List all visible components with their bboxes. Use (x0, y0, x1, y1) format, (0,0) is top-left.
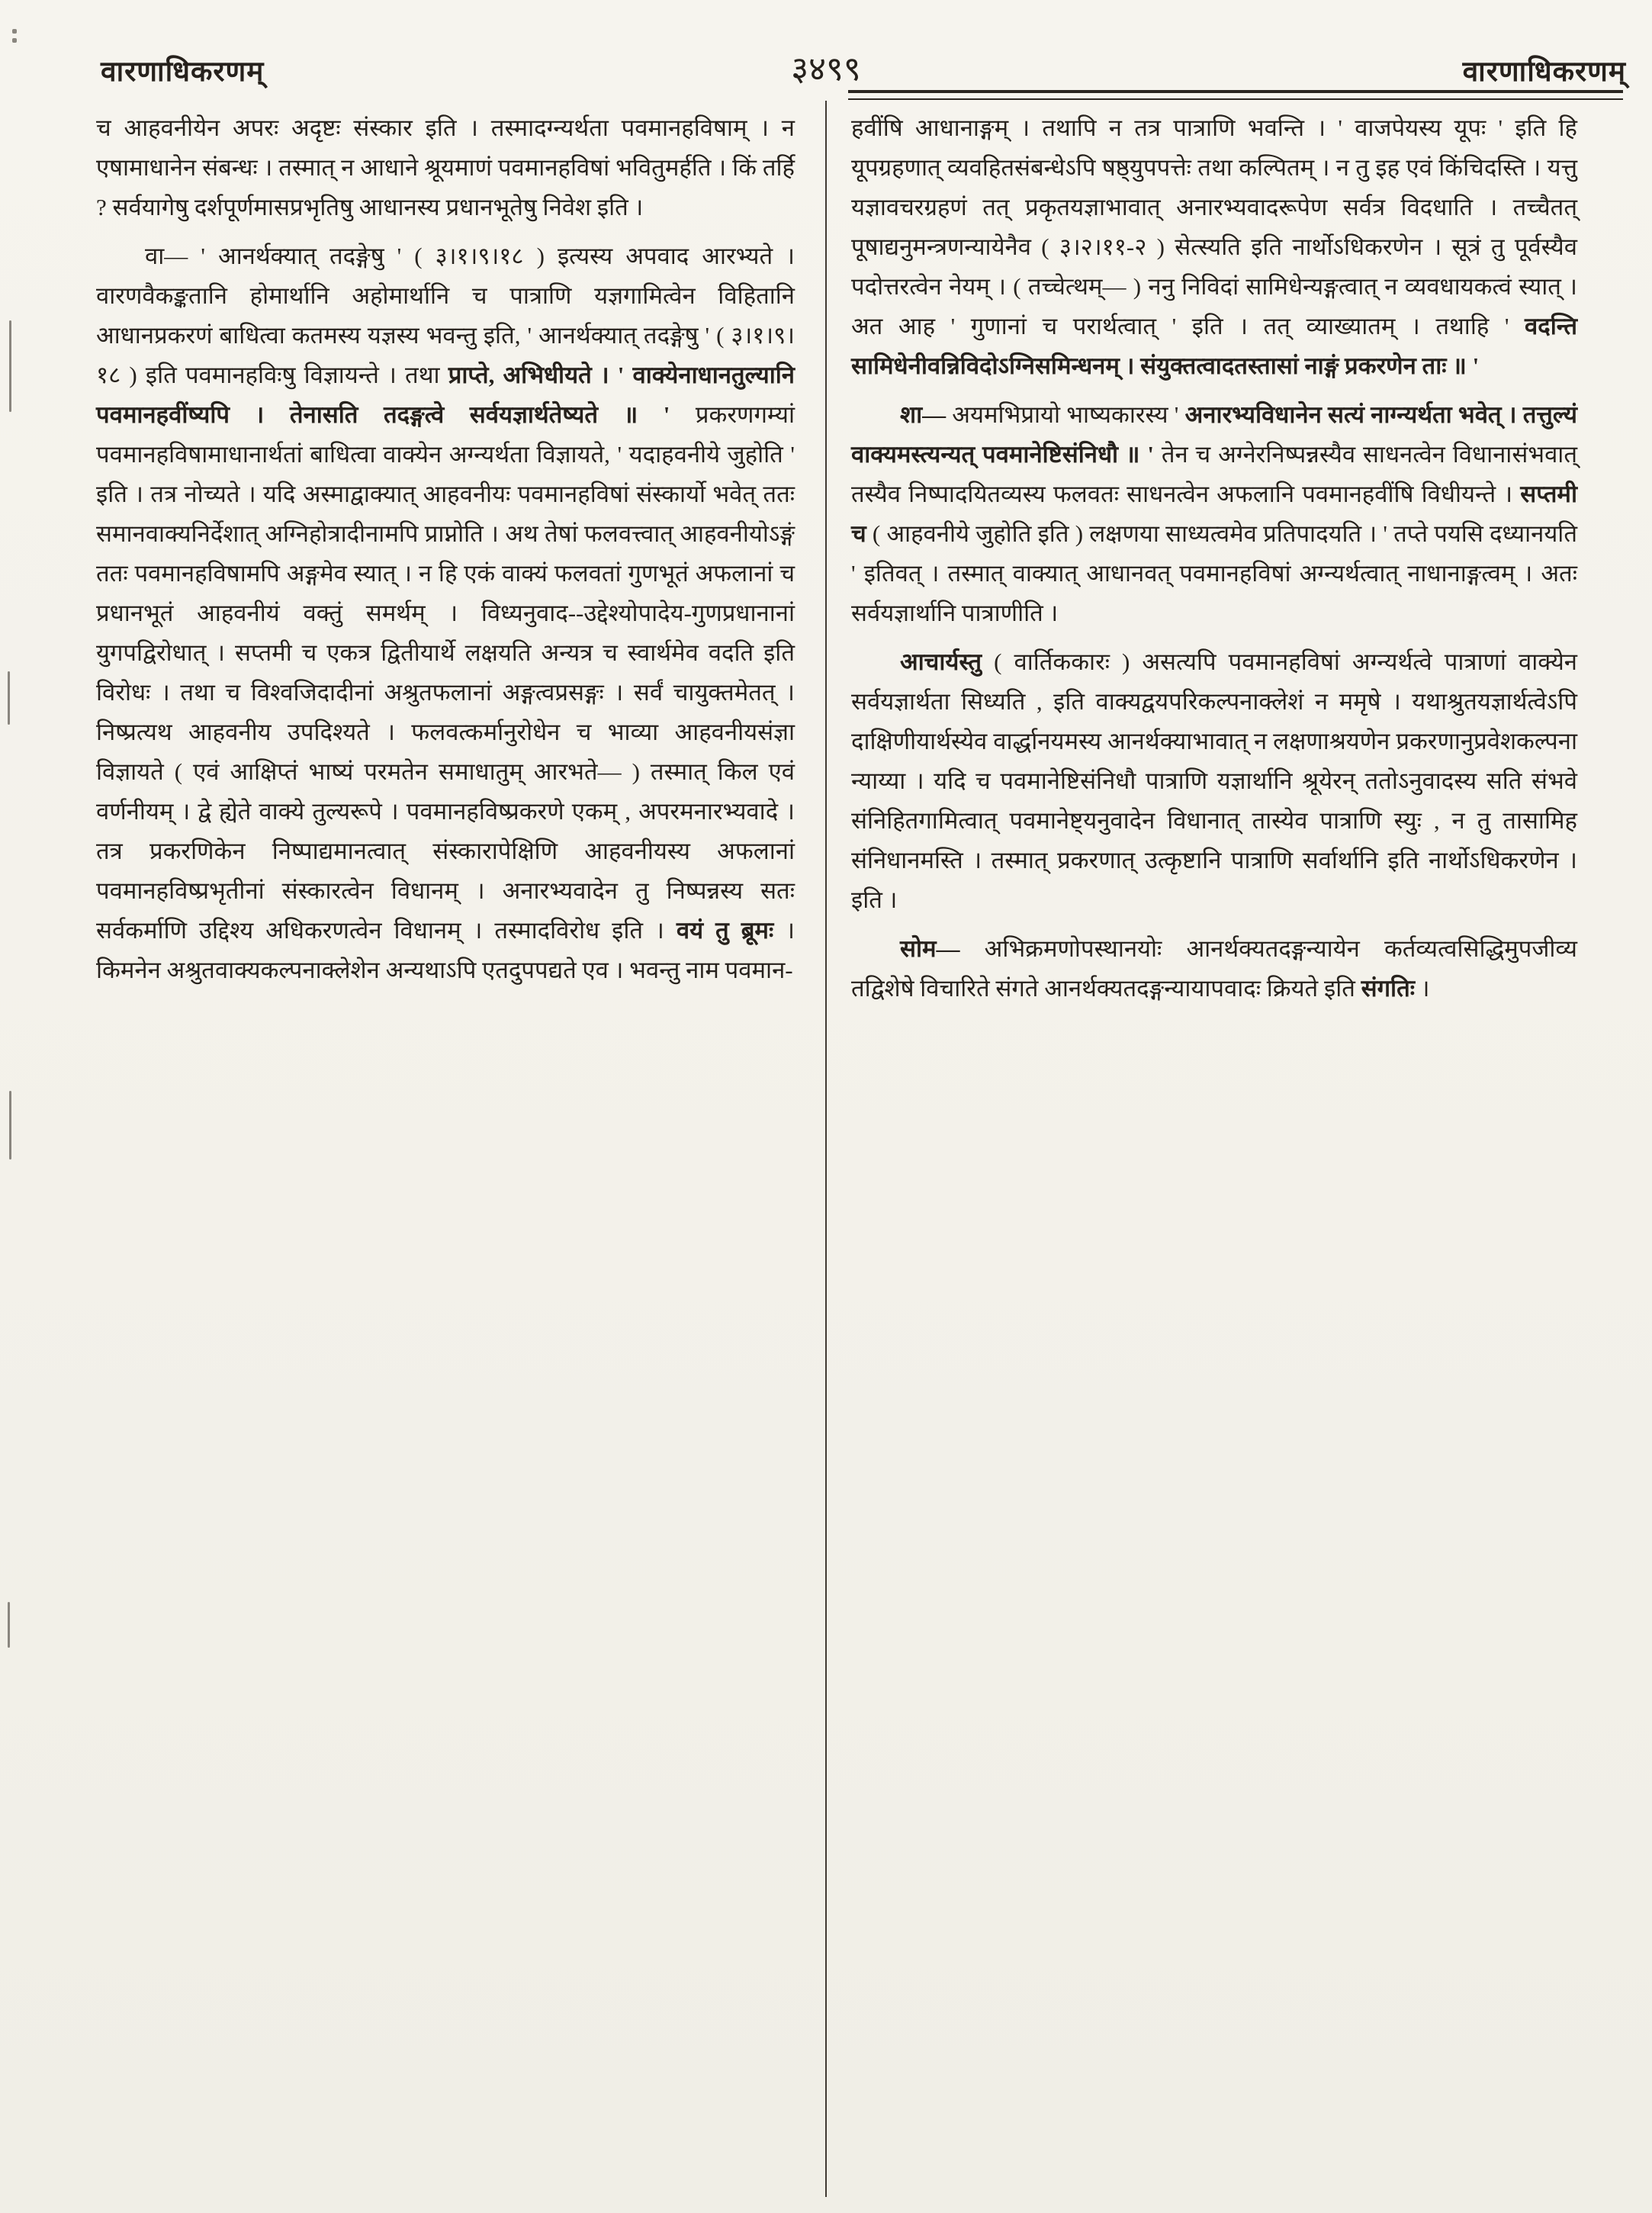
emphasis-text-run: अनारभ्यविधानेन सत्यं नाग्न्यर्थता भवेत् । तत्तुल्यं वाक्यमस्त्यन्यत् पवमानेष्टिसंनिधौ ॥ ' (851, 401, 1577, 468)
scan-artifact (8, 1602, 10, 1648)
body-text-run: तेन च अग्नेरनिष्पन्नस्यैव साधनत्वेन विधानासंभवात् तस्यैव निष्पादयितव्यस्य फलवतः साधनत्वेन अफलानि पवमानहवींषि विधीयन्ते । (851, 441, 1578, 507)
running-title-right: वारणाधिकरणम् (1462, 56, 1626, 88)
scan-artifact (12, 29, 17, 34)
emphasis-text-run: सप्तमी च (851, 481, 1577, 547)
scan-artifact (9, 1091, 11, 1160)
body-text-run: । (1415, 975, 1430, 1002)
running-title-left: वारणाधिकरणम् (101, 56, 265, 88)
emphasis-text-run: सोम— (900, 935, 960, 962)
page-number: ३४९९ (791, 50, 861, 88)
scan-artifact (9, 320, 11, 412)
header-rule (848, 90, 1623, 100)
body-text-run: च आहवनीयेन अपरः अदृष्टः संस्कार इति । तस्मादग्न्यर्थता पवमानहविषाम् । न एषामाधानेन संबन्धः । तस्मात् न आधाने श्रूयमाणं पवमानहविषां भवितुमर्हति । किं तर्हि ? सर्वयागेषु दर्शपूर्णमासप्रभृतिषु आधानस्य प्रधानभूतेषु निवेश इति । (96, 114, 795, 220)
emphasis-text-run: आचार्यस्तु (900, 648, 982, 675)
column-divider (825, 101, 827, 2197)
body-text-run: अयमभिप्रायो भाष्यकारस्य ' (946, 401, 1185, 428)
emphasis-text-run: प्राप्ते, अभिधीयते । (448, 362, 618, 388)
body-text-run: ( वार्तिककारः ) असत्यपि पवमानहविषां अग्न्यर्थत्वे पात्राणां वाक्येन सर्वयज्ञार्थता सिध्यति , इति वाक्यद्वयपरिकल्पनाक्लेशं न ममृषे । यथाश्रुतयज्ञार्थत्वेऽपि दाक्षिणीयार्थस्येव वार्द्धानयमस्य आनर्थक्याभावात् न लक्षणाश्रयणेन प्रकरणानुप्रवेशकल्पना न्याय्या । यदि च पवमानेष्टिसंनिधौ पात्राणि यज्ञार्थानि श्रूयेरन् ततोऽनुवादस्य सति संभवे संनिहितगामित्वात् पवमानेष्ट्यनुवादेन विधानात् तास्येव पात्राणि स्युः , न तु तासामिह संनिधानमस्ति । तस्मात् प्रकरणात् उत्कृष्टानि पात्राणि सर्वार्थानि इति नार्थोऽधिकरणेन । इति । (851, 648, 1577, 913)
body-text-run: प्रकरणगम्यां पवमानहविषामाधानार्थतां बाधित्वा वाक्येन अग्न्यर्थता विज्ञायते, ' यदाहवनीये जुहोति ' इति । तत्र नोच्यते । यदि अस्माद्वाक्यात् आहवनीयः पवमानहविषां संस्कार्यो भवेत् ततः समानवाक्यनिर्देशात् अग्निहोत्रादीनामपि प्राप्नोति । अथ तेषां फलवत्त्वात् आहवनीयोऽङ्गं ततः पवमानहविषामपि अङ्गमेव स्यात् । न हि एकं वाक्यं फलवतां गुणभूतं अफलानां च प्रधानभूतं आहवनीयं वक्तुं समर्थम् । विध्यनुवाद--उद्देश्योपादेय-गुणप्रधानानां युगपद्विरोधात् । सप्तमी च एकत्र द्वितीयार्थे लक्षयति अन्यत्र च स्वार्थमेव वदति इति विरोधः । तथा च विश्वजिदादीनां अश्रुतफलानां अङ्गत्वप्रसङ्गः । सर्वं चायुक्तमेतत् । निष्प्रत्यथ आहवनीय उपदिश्यते । फलवत्कर्मानुरोधेन च भाव्या आहवनीयसंज्ञा विज्ञायते ( एवं आक्षिप्तं भाष्यं परमतेन समाधातुम् आरभते— ) तस्मात् किल एवं वर्णनीयम् । द्वे ह्येते वाक्ये तुल्यरूपे । पवमानहविष्प्रकरणे एकम् , अपरमनारभ्यवादे । तत्र प्रकरणिकेन निष्पाद्यमानत्वात् संस्कारापेक्षिणि आहवनीयस्य अफलानां पवमानहविष्प्रभृतीनां संस्कारत्वेन विधानम् । अनारभ्यवादेन तु निष्पन्नस्य सतः सर्वकर्माणि उद्दिश्य अधिकरणत्वेन विधानम् । तस्मादविरोध इति । (96, 401, 795, 944)
paragraph (851, 108, 1577, 386)
body-text-run: अभिक्रमणोपस्थानयोः आनर्थक्यतदङ्गन्यायेन कर्तव्यत्वसिद्धिमुपजीव्य तद्विशेषे विचारिते संगते आनर्थक्यतदङ्गन्यायापवादः क्रियते इति (851, 935, 1577, 1002)
paragraph (851, 929, 1577, 1008)
paragraph (96, 236, 795, 990)
paragraph (851, 642, 1577, 920)
body-text-run: ( आहवनीये जुहोति इति ) लक्षणया साध्यत्वमेव प्रतिपादयति । ' तप्ते पयसि दध्यानयति ' इतिवत् । तस्मात् वाक्यात् आधानवत् पवमानहविषां अग्न्यर्थत्वात् नाधानाङ्गत्वम् । अतः सर्वयज्ञार्थानि पात्राणीति । (851, 520, 1577, 626)
body-text-run: हवींषि आधानाङ्गम् । तथापि न तत्र पात्राणि भवन्ति । ' वाजपेयस्य यूपः ' इति हि यूपग्रहणात् व्यवहितसंबन्धेऽपि षष्ठ्युपपत्तेः तथा कल्पितम् । न तु इह एवं किंचिदस्ति । यत्तु यज्ञावचरग्रहणं तत् प्रकृतयज्ञाभावात् अनारभ्यवादरूपेण सर्वत्र विदधाति । तच्चैतत् पूषाद्यनुमन्त्रणन्यायेनैव ( ३।२।११-२ ) सेत्स्यति इति नार्थोऽधिकरणेन । सूत्रं तु पूर्वस्यैव पदोत्तरत्वेन नेयम् । ( तच्चेत्थम्— ) ननु निविदां सामिधेन्यङ्गत्वात् न व्यवधायकत्वं स्यात् । अत आह ' गुणानां च परार्थत्वात् ' इति । तत् व्याख्यातम् । तथाहि ' (851, 114, 1577, 339)
emphasis-text-run: वदन्ति सामिधेनीवन्निविदोऽग्निसमिन्धनम् । संयुक्तत्वादतस्तासां नाङ्गं प्रकरणेन ताः ॥ ' (851, 313, 1577, 379)
paragraph (96, 108, 795, 227)
body-text-run: । किमनेन अश्रुतवाक्यकल्पनाक्लेशेन अन्यथाऽपि एतदुपपद्यते एव । भवन्तु नाम पवमान- (96, 917, 795, 983)
paragraph (851, 395, 1577, 633)
emphasis-text-run: वयं तु ब्रूमः (676, 917, 774, 944)
body-text-run: वा— ' आनर्थक्यात् तदङ्गेषु ' ( ३।१।९।१८ ) इत्यस्य अपवाद आरभ्यते । वारणवैकङ्कतानि होमार्थानि अहोमार्थानि च पात्राणि यज्ञगामित्वेन विहितानि आधानप्रकरणं बाधित्वा कतमस्य यज्ञस्य भवन्तु इति, ' आनर्थक्यात् तदङ्गेषु ' ( ३।१।९।१८ ) इति पवमानहविःषु विज्ञायन्ते । तथा (96, 243, 795, 388)
emphasis-text-run: ' वाक्येनाधानतुल्यानि पवमानहवींष्यपि । तेनासति तदङ्गत्वे सर्वयज्ञार्थतेष्यते ॥ ' (96, 362, 795, 428)
emphasis-text-run: संगतिः (1361, 975, 1416, 1002)
scan-artifact (12, 38, 17, 43)
left-column (96, 108, 795, 999)
right-column (851, 108, 1577, 1018)
scan-artifact (8, 671, 10, 725)
emphasis-text-run: शा— (900, 401, 947, 428)
